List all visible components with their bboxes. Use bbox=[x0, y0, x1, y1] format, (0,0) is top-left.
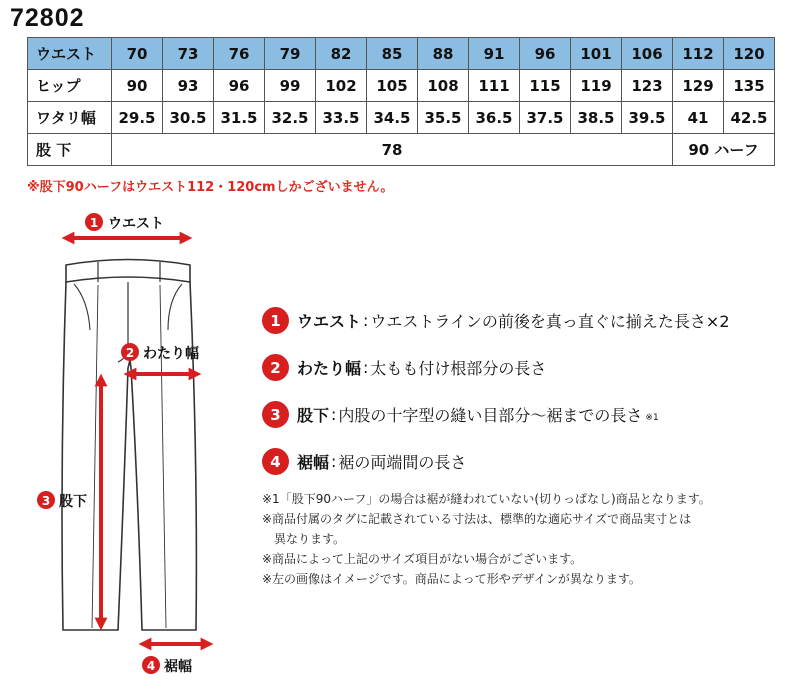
table-cell: 102 bbox=[316, 70, 367, 102]
table-cell: 29.5 bbox=[112, 102, 163, 134]
table-cell: 73 bbox=[163, 38, 214, 70]
row-label: 股 下 bbox=[28, 134, 112, 166]
legend-term: ウエスト bbox=[297, 312, 362, 331]
row-label: ヒップ bbox=[28, 70, 112, 102]
legend-term: 裾幅 bbox=[297, 453, 330, 472]
table-header-row bbox=[28, 38, 775, 70]
legend-footnote-ref: ※1 bbox=[645, 412, 659, 423]
inseam-badge-num: 3 bbox=[41, 494, 51, 508]
legend-desc: 太もも付け根部分の長さ bbox=[370, 359, 547, 378]
table-cell: 85 bbox=[367, 38, 418, 70]
legend-colon: : bbox=[331, 452, 337, 471]
footnote: ※商品によって上記のサイズ項目がない場合がございます。 bbox=[262, 552, 583, 566]
row-label: ワタリ幅 bbox=[28, 102, 112, 134]
table-cell: 105 bbox=[367, 70, 418, 102]
row-label: ウエスト bbox=[28, 38, 112, 70]
table-cell: 93 bbox=[163, 70, 214, 102]
table-cell: 32.5 bbox=[265, 102, 316, 134]
table-cell: 101 bbox=[571, 38, 622, 70]
table-cell: 88 bbox=[418, 38, 469, 70]
legend-item-inseam bbox=[262, 401, 659, 428]
table-cell: 37.5 bbox=[520, 102, 571, 134]
table-cell: 33.5 bbox=[316, 102, 367, 134]
waist-label: ウエスト bbox=[108, 216, 164, 232]
table-cell: 79 bbox=[265, 38, 316, 70]
table-note: ※股下90ハーフはウエスト112・120cmしかございません。 bbox=[27, 180, 394, 195]
table-cell: 76 bbox=[214, 38, 265, 70]
legend-item-hem bbox=[262, 448, 466, 475]
thigh-badge-num: 2 bbox=[125, 346, 135, 360]
table-cell: 41 bbox=[673, 102, 724, 134]
table-cell: 108 bbox=[418, 70, 469, 102]
footnote: ※商品付属のタグに記載されている寸法は、標準的な適応サイズで商品実寸とは bbox=[262, 512, 692, 526]
pants-diagram bbox=[0, 200, 250, 696]
waist-badge-num: 1 bbox=[89, 216, 99, 230]
table-cell: 96 bbox=[214, 70, 265, 102]
thigh-label: わたり幅 bbox=[143, 346, 199, 362]
legend-colon: : bbox=[363, 311, 369, 330]
table-cell: 70 bbox=[112, 38, 163, 70]
table-cell: 31.5 bbox=[214, 102, 265, 134]
table-cell: 112 bbox=[673, 38, 724, 70]
legend-desc: 裾の両端間の長さ bbox=[338, 453, 467, 472]
legend-item-waist bbox=[262, 307, 730, 334]
table-cell: 90 bbox=[112, 70, 163, 102]
legend-badge: 4 bbox=[262, 448, 289, 475]
legend-badge: 2 bbox=[262, 354, 289, 381]
legend-term: わたり幅 bbox=[297, 359, 362, 378]
table-cell: 35.5 bbox=[418, 102, 469, 134]
pants-outline bbox=[62, 260, 196, 631]
table-cell: 39.5 bbox=[622, 102, 673, 134]
table-row bbox=[28, 70, 775, 102]
inseam-standard-cell: 78 bbox=[112, 134, 673, 166]
size-table bbox=[27, 37, 775, 166]
footnote: ※左の画像はイメージです。商品によって形やデザインが異なります。 bbox=[262, 572, 641, 586]
legend-term: 股下 bbox=[297, 406, 330, 425]
table-cell: 91 bbox=[469, 38, 520, 70]
hem-badge-num: 4 bbox=[146, 659, 156, 673]
product-code: 72802 bbox=[10, 4, 85, 32]
table-cell: 129 bbox=[673, 70, 724, 102]
table-cell: 34.5 bbox=[367, 102, 418, 134]
table-cell: 111 bbox=[469, 70, 520, 102]
footnote: ※1「股下90ハーフ」の場合は裾が縫われていない(切りっぱなし)商品となります。 bbox=[262, 492, 711, 506]
table-cell: 96 bbox=[520, 38, 571, 70]
table-cell: 120 bbox=[724, 38, 775, 70]
table-cell: 38.5 bbox=[571, 102, 622, 134]
table-row-inseam bbox=[28, 134, 775, 166]
table-cell: 30.5 bbox=[163, 102, 214, 134]
table-cell: 106 bbox=[622, 38, 673, 70]
table-cell: 42.5 bbox=[724, 102, 775, 134]
table-cell: 135 bbox=[724, 70, 775, 102]
table-cell: 99 bbox=[265, 70, 316, 102]
legend-desc: ウエストラインの前後を真っ直ぐに揃えた長さ×2 bbox=[370, 312, 730, 331]
table-row bbox=[28, 102, 775, 134]
inseam-label: 股下 bbox=[59, 494, 87, 510]
legend-colon: : bbox=[363, 358, 369, 377]
table-cell: 123 bbox=[622, 70, 673, 102]
legend-badge: 1 bbox=[262, 307, 289, 334]
legend-desc: 内股の十字型の縫い目部分～裾までの長さ bbox=[338, 406, 643, 425]
legend-badge: 3 bbox=[262, 401, 289, 428]
table-cell: 36.5 bbox=[469, 102, 520, 134]
hem-label: 裾幅 bbox=[164, 659, 192, 675]
legend-colon: : bbox=[331, 405, 337, 424]
inseam-half-cell: 90 ハーフ bbox=[673, 134, 775, 166]
table-cell: 115 bbox=[520, 70, 571, 102]
footnote: 異なります。 bbox=[274, 532, 346, 546]
table-cell: 82 bbox=[316, 38, 367, 70]
legend-item-thigh bbox=[262, 354, 546, 381]
table-cell: 119 bbox=[571, 70, 622, 102]
footnotes bbox=[262, 489, 792, 589]
